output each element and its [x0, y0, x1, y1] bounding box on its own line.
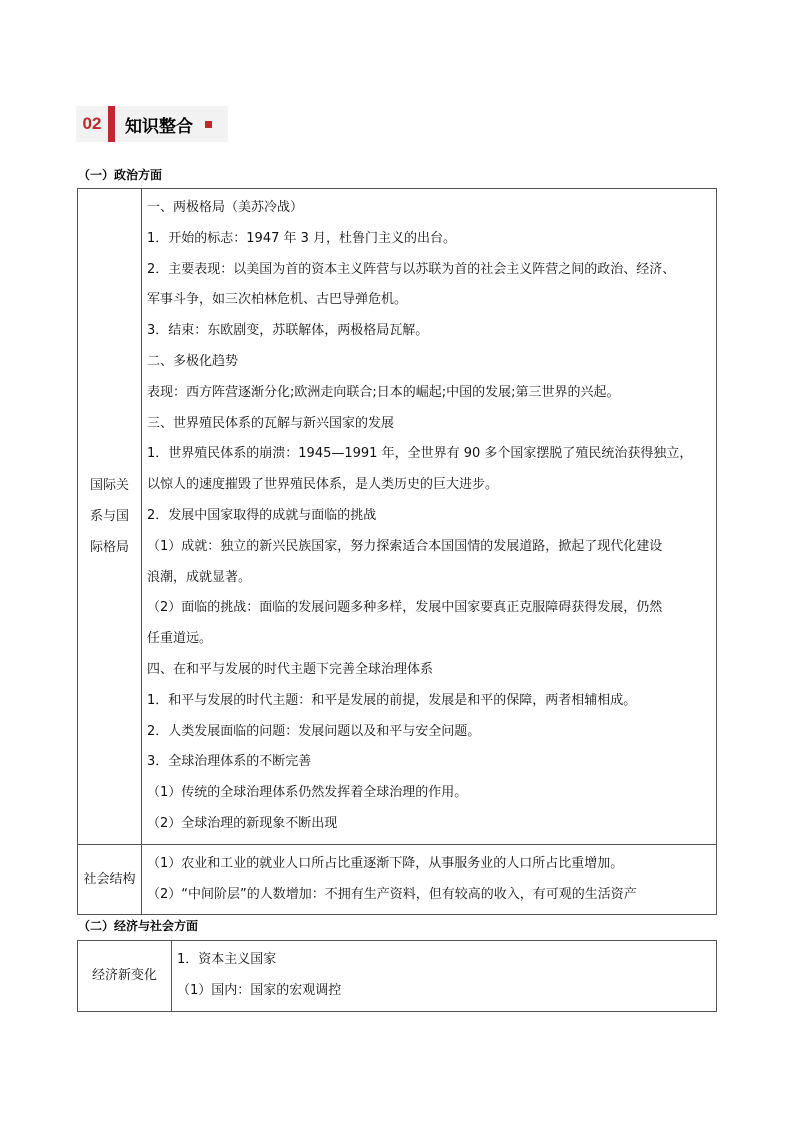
subsection-title-politics: （一）政治方面	[78, 168, 163, 182]
text-line: 1．世界殖民体系的崩溃：1945—1991 年，全世界有 90 多个国家摆脱了殖民统治获得独立，	[147, 446, 693, 462]
text-line: 四、在和平与发展的时代主题下完善全球治理体系	[147, 661, 434, 677]
section-title: 知识整合	[125, 116, 193, 137]
table-row	[78, 941, 717, 1012]
text-line: 1．开始的标志：1947 年 3 月，杜鲁门主义的出台。	[147, 230, 457, 246]
subsection-title-economy: （二）经济与社会方面	[78, 919, 199, 933]
table-row	[78, 189, 717, 845]
text-line: （1）农业和工业的就业人口所占比重逐渐下降，从事服务业的人口所占比重增加。	[147, 855, 624, 871]
text-line: （1）传统的全球治理体系仍然发挥着全球治理的作用。	[147, 785, 468, 801]
section-header	[76, 106, 228, 142]
text-line: 一、两极格局（美苏冷战）	[147, 200, 304, 215]
text-line: 3．结束：东欧剧变，苏联解体，两极格局瓦解。	[147, 323, 429, 339]
text-line: （1）成就：独立的新兴民族国家，努力探索适合本国国情的发展道路，掀起了现代化建设	[147, 538, 663, 554]
text-line: 任重道远。	[147, 631, 213, 647]
text-line: 浪潮，成就显著。	[147, 569, 252, 585]
row-content-international	[142, 189, 717, 845]
square-bullet-icon	[205, 121, 212, 128]
economy-table	[77, 940, 717, 1012]
text-line: 以惊人的速度摧毁了世界殖民体系，是人类历史的巨大进步。	[147, 477, 499, 493]
row-label-international: 国际关 系与国 际格局	[78, 189, 142, 845]
row-label-economic-change: 经济新变化	[78, 941, 172, 1012]
row-content-social-structure	[142, 844, 717, 915]
section-number: 02	[82, 114, 102, 133]
text-line: （2）“中间阶层”的人数增加：不拥有生产资料，但有较高的收入，有可观的生活资产	[147, 886, 637, 902]
table-row	[78, 844, 717, 915]
text-line: 二、多极化趋势	[147, 353, 239, 369]
header-accent-bar	[108, 106, 115, 142]
text-line: 1．和平与发展的时代主题：和平是发展的前提，发展是和平的保障，两者相辅相成。	[147, 692, 637, 708]
text-line: （1）国内：国家的宏观调控	[177, 982, 342, 998]
text-line: 1．资本主义国家	[177, 952, 277, 967]
text-line: 2．主要表现：以美国为首的资本主义阵营与以苏联为首的社会主义阵营之间的政治、经济、	[147, 261, 676, 277]
text-line: 军事斗争，如三次柏林危机、古巴导弹危机。	[147, 292, 408, 308]
text-line: 2．发展中国家取得的成就与面临的挑战	[147, 507, 377, 523]
politics-table	[77, 188, 717, 915]
text-line: 表现：西方阵营逐渐分化;欧洲走向联合;日本的崛起;中国的发展;第三世界的兴起。	[147, 384, 620, 400]
text-line: 三、世界殖民体系的瓦解与新兴国家的发展	[147, 415, 395, 431]
text-line: 3．全球治理体系的不断完善	[147, 754, 312, 770]
row-label-social-structure: 社会结构	[78, 844, 142, 915]
text-line: （2）全球治理的新现象不断出现	[147, 815, 338, 831]
text-line: （2）面临的挑战：面临的发展问题多种多样，发展中国家要真正克服障碍获得发展，仍然	[147, 600, 663, 616]
text-line: 2．人类发展面临的问题：发展问题以及和平与安全问题。	[147, 723, 481, 739]
row-content-economic-change	[172, 941, 717, 1012]
